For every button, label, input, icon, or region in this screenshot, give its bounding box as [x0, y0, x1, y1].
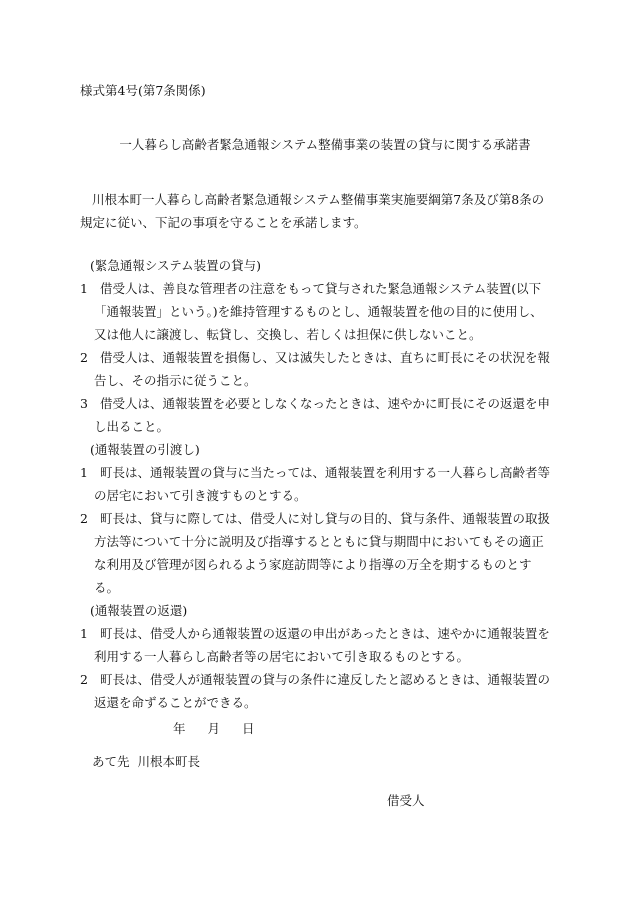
document-title: 一人暮らし高齢者緊急通報システム整備事業の装置の貸与に関する承諾書	[119, 137, 531, 152]
item-text: 町長は、借受人から通報装置の返還の申出があったときは、速やかに通報装置を利用する一人暮らし高齢者等の居宅において引き取るものとする。	[94, 626, 550, 664]
item-text: 借受人は、通報装置を必要としなくなったときは、速やかに町長にその返還を申し出ること。	[94, 396, 551, 434]
item-number: 1	[80, 626, 88, 641]
section-device-loan	[80, 254, 554, 438]
year-label: 年	[173, 721, 186, 736]
terms-sections	[80, 254, 554, 714]
section-heading: (通報装置の返還)	[90, 603, 188, 618]
section-heading: (通報装置の引渡し)	[90, 442, 200, 457]
list-item	[80, 622, 554, 668]
date-line	[173, 717, 255, 740]
list-item	[80, 461, 554, 507]
borrower-label: 借受人	[387, 793, 425, 808]
list-item	[80, 507, 554, 599]
addressee-name: 川根本町長	[137, 754, 201, 769]
item-number: 3	[80, 396, 88, 411]
item-text: 借受人は、善良な管理者の注意をもって貸与された緊急通報システム装置(以下「通報装置」という。)を維持管理するものとし、通報装置を他の目的に使用し、又は他人に譲渡し、転貸し、交換し、若しくは担保に供しないこと。	[94, 281, 543, 342]
item-number: 2	[80, 672, 88, 687]
addressee-label: あて先	[92, 754, 130, 769]
item-number: 2	[80, 511, 88, 526]
intro-paragraph: 川根本町一人暮らし高齢者緊急通報システム整備事業実施要綱第7条及び第8条の規定に従い、下記の事項を守ることを承諾します。	[80, 192, 545, 230]
item-number: 2	[80, 350, 88, 365]
form-number: 様式第4号(第7条関係)	[80, 83, 206, 98]
item-text: 町長は、通報装置の貸与に当たっては、通報装置を利用する一人暮らし高齢者等の居宅において引き渡すものとする。	[94, 465, 551, 503]
month-label: 月	[207, 721, 221, 736]
day-label: 日	[242, 721, 255, 736]
list-item	[80, 668, 554, 714]
list-item	[80, 392, 554, 438]
item-number: 1	[80, 465, 88, 480]
item-text: 町長は、貸与に際しては、借受人に対し貸与の目的、貸与条件、通報装置の取扱方法等について十分に説明及び指導するとともに貸与期間中においてもその適正な利用及び管理が図られるよう家庭訪問等により指導の万全を期するものとする。	[94, 511, 551, 595]
section-device-handover	[80, 438, 554, 599]
addressee-line	[92, 750, 200, 773]
list-item	[80, 277, 554, 346]
item-number: 1	[80, 281, 88, 296]
section-heading: (緊急通報システム装置の貸与)	[90, 258, 262, 273]
list-item	[80, 346, 554, 392]
item-text: 借受人は、通報装置を損傷し、又は滅失したときは、直ちに町長にその状況を報告し、その指示に従うこと。	[94, 350, 551, 388]
section-device-return	[80, 599, 554, 714]
item-text: 町長は、借受人が通報装置の貸与の条件に違反したと認めるときは、通報装置の返還を命ずることができる。	[94, 672, 551, 710]
